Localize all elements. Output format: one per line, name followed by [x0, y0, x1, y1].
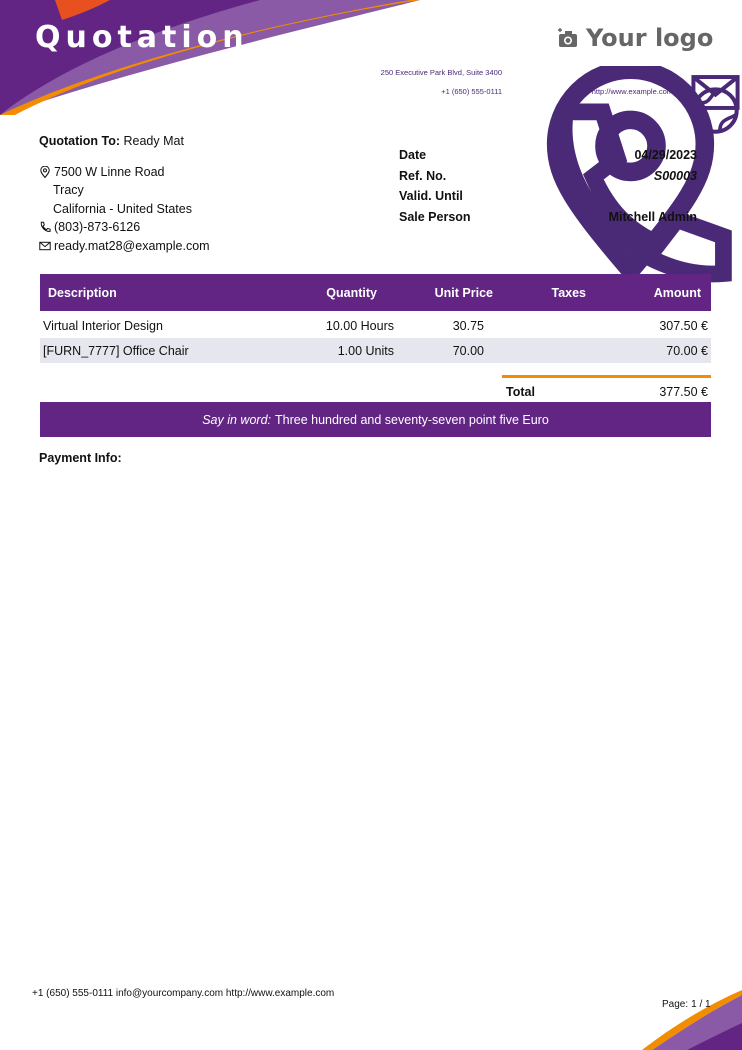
quotation-to-label: Quotation To:: [39, 134, 120, 148]
customer-street: 7500 W Linne Road: [54, 164, 165, 179]
amount-in-words-bar: [40, 402, 711, 437]
table-row: [40, 338, 711, 363]
company-logo: [557, 24, 713, 52]
document-title: Quotation: [35, 20, 249, 55]
page-label: Page:: [662, 999, 689, 1010]
logo-text: Your logo: [586, 24, 714, 52]
customer-street-line: [39, 163, 210, 182]
line-taxes: [517, 338, 610, 363]
globe-icon: [689, 84, 742, 137]
total-value: 377.50 €: [659, 385, 708, 399]
col-header-quantity: Quantity: [326, 285, 377, 300]
customer-phone-line: [39, 218, 210, 237]
customer-city: Tracy: [53, 183, 84, 197]
customer-email-line: [39, 237, 210, 256]
customer-name: Ready Mat: [123, 134, 184, 148]
col-header-taxes: Taxes: [551, 285, 586, 300]
salesperson-value: Mitchell Admin: [608, 209, 697, 224]
total-row: [502, 375, 711, 404]
line-quantity: 10.00 Hours: [325, 318, 394, 333]
footer-contact-line: +1 (650) 555-0111 info@yourcompany.com http://www.example.com: [32, 988, 335, 999]
envelope-icon: [39, 240, 51, 252]
ref-row: [399, 166, 697, 187]
col-header-description: Description: [48, 285, 117, 300]
date-value: 04/29/2023: [634, 148, 697, 163]
col-header-amount: Amount: [653, 285, 701, 300]
company-website[interactable]: http://www.example.com: [591, 87, 673, 96]
page-value: 1 / 1: [691, 999, 711, 1010]
line-unit-price: 30.75: [452, 318, 484, 333]
table-header-row: [40, 274, 711, 311]
amount-in-words-text: Three hundred and seventy-seven point five Euro: [275, 412, 549, 427]
quotation-info-table: [399, 145, 697, 227]
customer-address-block: [39, 132, 210, 255]
line-unit-price: 70.00: [452, 343, 484, 358]
salesperson-label: Sale Person: [399, 209, 471, 224]
amount-in-words-label: Say in word:: [202, 412, 271, 427]
line-quantity: 1.00 Units: [337, 343, 394, 358]
customer-phone: (803)-873-6126: [54, 220, 141, 234]
table-row: [40, 311, 711, 338]
customer-state-country: California - United States: [53, 201, 192, 216]
line-description: [FURN_7777] Office Chair: [43, 343, 189, 358]
company-address: 250 Executive Park Blvd, Suite 3400: [380, 68, 502, 77]
ref-label: Ref. No.: [399, 168, 447, 183]
customer-email[interactable]: ready.mat28@example.com: [54, 238, 210, 253]
line-amount: 307.50 €: [659, 318, 708, 333]
ref-value: S00003: [653, 168, 697, 183]
company-email[interactable]: info@yourcompany.com: [592, 68, 673, 77]
camera-icon: [557, 28, 579, 48]
footer-corner-decoration: [632, 985, 742, 1050]
valid-until-row: [399, 186, 697, 207]
date-label: Date: [399, 148, 427, 163]
col-header-unit-price: Unit Price: [434, 285, 493, 300]
valid-until-label: Valid. Until: [399, 189, 463, 204]
location-pin-icon: [39, 166, 51, 178]
order-lines-table: [40, 274, 711, 363]
customer-name-line: [39, 132, 210, 151]
date-row: [399, 145, 697, 166]
phone-icon: [39, 221, 51, 233]
salesperson-row: [399, 207, 697, 228]
company-phone: +1 (650) 555-0111: [441, 87, 502, 96]
line-amount: 70.00 €: [666, 343, 708, 358]
total-label: Total: [506, 385, 535, 399]
page-number: [662, 999, 711, 1010]
line-description: Virtual Interior Design: [43, 318, 163, 333]
line-taxes: [517, 311, 610, 338]
payment-info-label: Payment Info:: [39, 451, 122, 465]
